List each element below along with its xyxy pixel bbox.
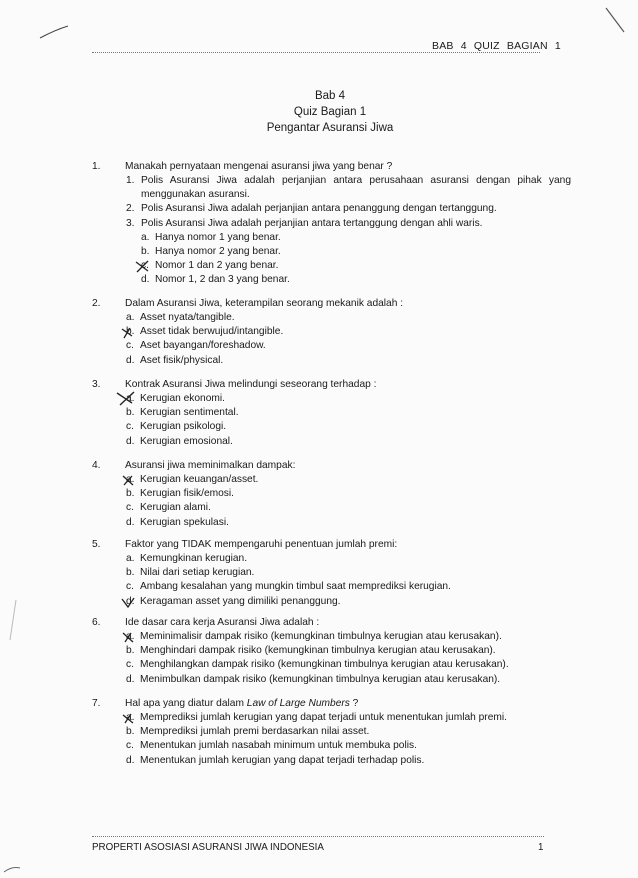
question-number: 4. <box>92 460 101 471</box>
footer-organization: PROPERTI ASOSIASI ASURANSI JIWA INDONESIA <box>92 842 324 853</box>
question-number: 2. <box>92 298 101 309</box>
option-d[interactable] <box>126 516 258 530</box>
option-text: Memprediksi jumlah premi berdasarkan nilai asset. <box>140 726 370 738</box>
option-c[interactable] <box>126 658 509 672</box>
answer-check-mark-icon <box>116 391 136 406</box>
option-label: b. <box>126 488 135 500</box>
pen-stroke-top-right <box>606 8 624 32</box>
option-c[interactable] <box>126 420 239 434</box>
question-number: 3. <box>92 379 101 390</box>
option-text: Aset fisik/physical. <box>140 354 224 366</box>
option-d[interactable] <box>126 595 451 609</box>
stem-italic-term: Law of Large Numbers <box>246 698 350 709</box>
option-c[interactable] <box>126 339 283 353</box>
answer-check-mark-icon <box>135 260 151 273</box>
option-text: Hanya nomor 1 yang benar. <box>155 231 281 243</box>
question-number: 6. <box>92 617 101 628</box>
question-stem: Faktor yang TIDAK mempengaruhi penentuan jumlah premi: <box>125 539 398 550</box>
pen-stroke-bottom-left <box>4 868 20 873</box>
pen-stroke-left <box>10 600 16 640</box>
option-text: Kerugian emosional. <box>140 435 233 447</box>
question-stem: Dalam Asuransi Jiwa, keterampilan seorang mekanik adalah : <box>125 298 404 309</box>
option-a[interactable] <box>126 630 509 644</box>
statement-label: 1. <box>126 175 135 186</box>
page-number: 1 <box>538 842 544 853</box>
option-text: Menghindari dampak risiko (kemungkinan timbulnya kerugian atau kerusakan). <box>140 645 496 657</box>
footer-rule <box>92 836 544 837</box>
option-c[interactable] <box>141 259 571 273</box>
title-chapter: Bab 4 <box>314 90 346 102</box>
answer-check-mark-icon <box>121 474 137 487</box>
question-number: 5. <box>92 539 101 550</box>
option-b[interactable] <box>126 325 283 339</box>
option-a[interactable] <box>126 473 258 487</box>
option-label: a. <box>126 474 135 485</box>
option-label: d. <box>126 673 135 685</box>
option-a[interactable] <box>126 392 239 406</box>
option-text: Kerugian fisik/emosi. <box>140 488 234 500</box>
option-label: d. <box>126 354 135 366</box>
option-c[interactable] <box>126 580 451 594</box>
option-text: Meminimalisir dampak risiko (kemungkinan timbulnya kerugian atau kerusakan). <box>140 631 502 642</box>
option-label: a. <box>126 712 135 723</box>
answer-check-mark-icon <box>120 326 136 339</box>
question-number: 7. <box>92 698 101 709</box>
statement-text: Polis Asuransi Jiwa adalah perjanjian antara perusahaan asuransi dengan pihak yang menggunakan asuransi. <box>141 175 571 201</box>
option-label: c. <box>141 260 149 272</box>
option-label: c. <box>126 581 134 593</box>
option-a[interactable] <box>126 311 283 325</box>
question-stem: Manakah pernyataan mengenai asuransi jiwa yang benar ? <box>125 161 393 172</box>
header-chapter: BAB 4 <box>432 40 467 52</box>
option-a[interactable] <box>126 711 507 725</box>
option-c[interactable] <box>126 739 507 753</box>
option-text: Menghilangkan dampak risiko (kemungkinan timbulnya kerugian atau kerusakan). <box>140 659 509 671</box>
option-text: Kerugian psikologi. <box>140 421 227 433</box>
option-label: d. <box>126 595 135 607</box>
option-text: Kerugian spekulasi. <box>140 516 229 528</box>
option-text: Kerugian alami. <box>140 502 211 514</box>
statement-1 <box>126 174 571 202</box>
option-text: Ambang kesalahan yang mungkin timbul saat memprediksi kerugian. <box>140 581 451 593</box>
option-b[interactable] <box>126 406 239 420</box>
question-stem: Asuransi jiwa meminimalkan dampak: <box>125 460 296 471</box>
stem-prefix: Hal apa yang diatur dalam <box>125 698 244 709</box>
statement-text: Polis Asuransi Jiwa adalah perjanjian antara penanggung dengan tertanggung. <box>141 203 497 215</box>
option-label: c. <box>126 340 134 352</box>
option-text: Kerugian keuangan/asset. <box>140 474 259 485</box>
statement-label: 2. <box>126 203 135 215</box>
answer-check-mark-icon <box>121 712 137 725</box>
option-label: d. <box>126 754 135 766</box>
option-label: b. <box>126 726 135 738</box>
option-text: Keragaman asset yang dimiliki penanggung. <box>140 595 341 607</box>
option-text: Nomor 1 dan 2 yang benar. <box>155 260 279 272</box>
option-a[interactable] <box>126 552 451 566</box>
option-text: Menentukan jumlah nasabah minimum untuk membuka polis. <box>140 740 417 752</box>
document-title <box>0 88 638 136</box>
option-label: b. <box>126 567 135 579</box>
option-text: Asset tidak berwujud/intangible. <box>140 326 284 338</box>
option-label: b. <box>126 326 135 338</box>
question-number: 1. <box>92 161 101 172</box>
option-d[interactable] <box>126 673 509 687</box>
option-label: d. <box>126 435 135 447</box>
option-b[interactable] <box>126 487 258 501</box>
option-d[interactable] <box>141 273 571 287</box>
option-text: Menentukan jumlah kerugian yang dapat terjadi terhadap polis. <box>140 754 425 766</box>
option-label: c. <box>126 421 134 433</box>
option-text: Memprediksi jumlah kerugian yang dapat terjadi untuk menentukan jumlah premi. <box>140 712 507 723</box>
title-subject: Pengantar Asuransi Jiwa <box>266 122 394 134</box>
option-label: d. <box>126 516 135 528</box>
option-text: Nomor 1, 2 dan 3 yang benar. <box>155 274 290 286</box>
option-d[interactable] <box>126 354 283 368</box>
option-text: Hanya nomor 2 yang benar. <box>155 246 281 258</box>
title-quiz: Quiz Bagian 1 <box>293 106 367 118</box>
header-quiz: QUIZ BAGIAN 1 <box>473 40 561 52</box>
option-label: b. <box>126 407 135 419</box>
option-d[interactable] <box>126 435 239 449</box>
option-label: a. <box>126 631 135 642</box>
question-stem <box>125 697 358 711</box>
option-label: c. <box>126 740 134 752</box>
option-b[interactable] <box>126 566 451 580</box>
answer-check-mark-icon <box>121 631 137 644</box>
option-text: Kerugian sentimental. <box>140 407 239 419</box>
statement-2 <box>126 202 571 216</box>
option-text: Kerugian ekonomi. <box>140 393 225 404</box>
option-c[interactable] <box>126 501 258 515</box>
option-text: Kemungkinan kerugian. <box>140 553 248 564</box>
option-b[interactable] <box>141 245 571 259</box>
option-label: b. <box>126 645 135 657</box>
option-label: a. <box>126 312 135 323</box>
pen-stroke-top-left <box>40 26 68 38</box>
option-label: c. <box>126 502 134 514</box>
option-label: a. <box>126 393 135 404</box>
statement-text: Polis Asuransi Jiwa adalah perjanjian antara tertanggung dengan ahli waris. <box>141 217 483 229</box>
option-b[interactable] <box>126 725 507 739</box>
option-text: Aset bayangan/foreshadow. <box>140 340 266 352</box>
option-label: d. <box>141 274 150 286</box>
statement-3 <box>126 217 571 231</box>
option-label: a. <box>126 553 135 564</box>
statement-label: 3. <box>126 217 135 229</box>
question-stem: Ide dasar cara kerja Asuransi Jiwa adalah : <box>125 617 320 628</box>
option-text: Menimbulkan dampak risiko (kemungkinan timbulnya kerugian atau kerusakan). <box>140 673 501 685</box>
option-text: Nilai dari setiap kerugian. <box>140 567 255 579</box>
option-a[interactable] <box>141 231 571 245</box>
answer-check-mark-icon <box>121 596 137 609</box>
option-d[interactable] <box>126 754 507 768</box>
option-text: Asset nyata/tangible. <box>140 312 235 323</box>
stem-suffix: ? <box>349 698 359 709</box>
option-label: a. <box>141 231 150 243</box>
option-b[interactable] <box>126 644 509 658</box>
option-label: c. <box>126 659 134 671</box>
option-label: b. <box>141 246 150 258</box>
question-stem: Kontrak Asuransi Jiwa melindungi seseorang terhadap : <box>125 379 377 390</box>
